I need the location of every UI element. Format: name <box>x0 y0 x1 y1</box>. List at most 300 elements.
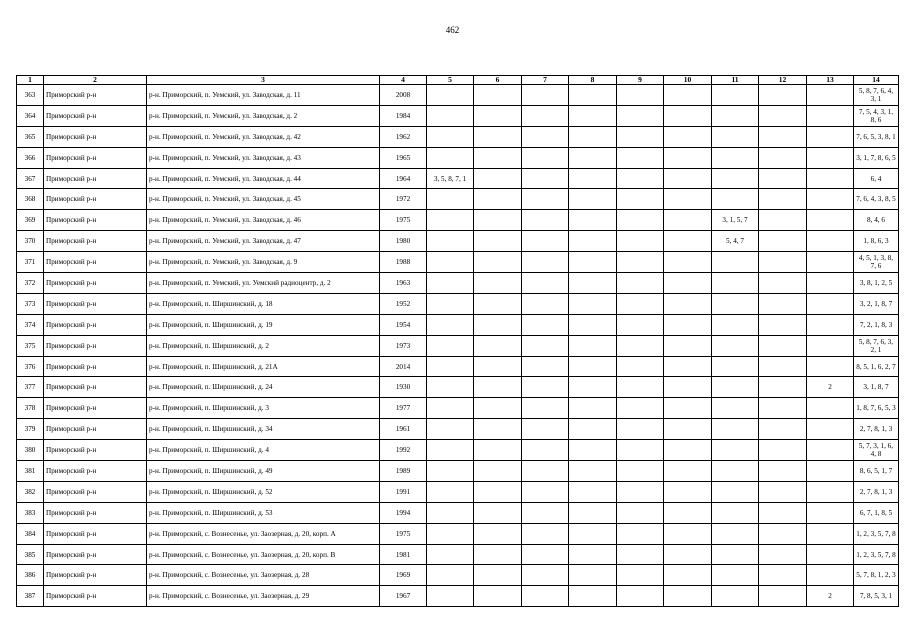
col10-cell <box>664 105 712 126</box>
col9-cell <box>617 481 664 502</box>
address-cell: р-н. Приморский, п. Ширшинский, д. 4 <box>147 440 380 461</box>
col13-cell <box>807 105 854 126</box>
table-row <box>17 273 899 294</box>
register-table <box>16 75 899 607</box>
col12-cell <box>759 481 807 502</box>
col9-cell <box>617 147 664 168</box>
table-row <box>17 523 899 544</box>
col10-cell <box>664 314 712 335</box>
col8-cell <box>569 481 617 502</box>
district-cell: Приморский р-н <box>44 105 147 126</box>
col12-cell <box>759 586 807 607</box>
district-cell: Приморский р-н <box>44 461 147 482</box>
col8-cell <box>569 523 617 544</box>
col7-cell <box>522 502 569 523</box>
col13-cell <box>807 189 854 210</box>
address-cell: р-н. Приморский, п. Ширшинский, д. 21А <box>147 356 380 377</box>
year-cell: 1954 <box>380 314 427 335</box>
col14-cell: 8, 4, 6 <box>854 210 899 231</box>
col12-cell <box>759 126 807 147</box>
col6-cell <box>474 565 522 586</box>
row-number: 365 <box>17 126 44 147</box>
col5-cell <box>427 85 474 106</box>
col9-cell <box>617 398 664 419</box>
col9-cell <box>617 356 664 377</box>
col5-cell <box>427 481 474 502</box>
col7-cell <box>522 252 569 273</box>
col13-cell <box>807 231 854 252</box>
address-cell: р-н. Приморский, п. Уемский, ул. Заводская, д. 42 <box>147 126 380 147</box>
col5-cell <box>427 523 474 544</box>
row-number: 367 <box>17 168 44 189</box>
col13-cell: 2 <box>807 586 854 607</box>
table-row <box>17 126 899 147</box>
year-cell: 1980 <box>380 231 427 252</box>
row-number: 380 <box>17 440 44 461</box>
col6-cell <box>474 210 522 231</box>
year-cell: 1964 <box>380 168 427 189</box>
col5-cell <box>427 356 474 377</box>
col6-cell <box>474 273 522 294</box>
col12-cell <box>759 398 807 419</box>
col10-cell <box>664 210 712 231</box>
col11-cell <box>712 168 759 189</box>
col14-cell: 8, 5, 1, 6, 2, 7 <box>854 356 899 377</box>
col6-cell <box>474 314 522 335</box>
col9-cell <box>617 314 664 335</box>
col7-cell <box>522 356 569 377</box>
col14-cell: 7, 8, 5, 3, 1 <box>854 586 899 607</box>
col6-cell <box>474 440 522 461</box>
col6-cell <box>474 544 522 565</box>
col14-cell: 6, 4 <box>854 168 899 189</box>
col13-cell <box>807 356 854 377</box>
row-number: 366 <box>17 147 44 168</box>
col13-cell <box>807 565 854 586</box>
col6-cell <box>474 377 522 398</box>
col11-cell <box>712 85 759 106</box>
col10-cell <box>664 502 712 523</box>
col12-cell <box>759 523 807 544</box>
table-row <box>17 544 899 565</box>
col5-cell <box>427 419 474 440</box>
table-row <box>17 565 899 586</box>
col7-cell <box>522 377 569 398</box>
col12-cell <box>759 85 807 106</box>
col13-cell <box>807 544 854 565</box>
col10-cell <box>664 85 712 106</box>
col14-cell: 1, 8, 7, 6, 5, 3 <box>854 398 899 419</box>
col9-cell <box>617 523 664 544</box>
col10-cell <box>664 481 712 502</box>
col14-cell: 8, 6, 5, 1, 7 <box>854 461 899 482</box>
col12-cell <box>759 419 807 440</box>
col5-cell <box>427 565 474 586</box>
col11-cell <box>712 252 759 273</box>
column-header-8: 8 <box>569 76 617 85</box>
col14-cell: 7, 5, 4, 3, 1, 8, 6 <box>854 105 899 126</box>
col11-cell <box>712 398 759 419</box>
district-cell: Приморский р-н <box>44 440 147 461</box>
column-header-5: 5 <box>427 76 474 85</box>
col5-cell <box>427 440 474 461</box>
row-number: 369 <box>17 210 44 231</box>
page-number: 462 <box>445 25 460 35</box>
col14-cell: 5, 8, 7, 6, 4, 3, 1 <box>854 85 899 106</box>
address-cell: р-н. Приморский, п. Уемский, ул. Заводская, д. 43 <box>147 147 380 168</box>
row-number: 363 <box>17 85 44 106</box>
col6-cell <box>474 419 522 440</box>
col7-cell <box>522 461 569 482</box>
col6-cell <box>474 231 522 252</box>
col11-cell <box>712 565 759 586</box>
column-header-11: 11 <box>712 76 759 85</box>
col8-cell <box>569 440 617 461</box>
col12-cell <box>759 461 807 482</box>
col10-cell <box>664 293 712 314</box>
col11-cell <box>712 126 759 147</box>
col10-cell <box>664 419 712 440</box>
table-row <box>17 147 899 168</box>
col6-cell <box>474 502 522 523</box>
column-header-10: 10 <box>664 76 712 85</box>
table-row <box>17 461 899 482</box>
col10-cell <box>664 168 712 189</box>
address-cell: р-н. Приморский, с. Вознесенье, ул. Заозерная, д. 20, корп. В <box>147 544 380 565</box>
col9-cell <box>617 85 664 106</box>
row-number: 371 <box>17 252 44 273</box>
col10-cell <box>664 523 712 544</box>
col5-cell <box>427 126 474 147</box>
year-cell: 1984 <box>380 105 427 126</box>
col14-cell: 5, 7, 3, 1, 6, 4, 8 <box>854 440 899 461</box>
district-cell: Приморский р-н <box>44 210 147 231</box>
row-number: 370 <box>17 231 44 252</box>
table-row <box>17 586 899 607</box>
col12-cell <box>759 273 807 294</box>
table-row <box>17 335 899 356</box>
table-row <box>17 419 899 440</box>
col13-cell <box>807 419 854 440</box>
row-number: 382 <box>17 481 44 502</box>
col9-cell <box>617 335 664 356</box>
col12-cell <box>759 252 807 273</box>
col8-cell <box>569 586 617 607</box>
col6-cell <box>474 85 522 106</box>
district-cell: Приморский р-н <box>44 335 147 356</box>
col11-cell <box>712 377 759 398</box>
district-cell: Приморский р-н <box>44 544 147 565</box>
col5-cell <box>427 314 474 335</box>
col11-cell <box>712 586 759 607</box>
district-cell: Приморский р-н <box>44 189 147 210</box>
col12-cell <box>759 377 807 398</box>
col13-cell <box>807 85 854 106</box>
year-cell: 1977 <box>380 398 427 419</box>
col10-cell <box>664 231 712 252</box>
address-cell: р-н. Приморский, п. Уемский, ул. Заводская, д. 44 <box>147 168 380 189</box>
table-row <box>17 377 899 398</box>
col6-cell <box>474 252 522 273</box>
col9-cell <box>617 231 664 252</box>
col8-cell <box>569 398 617 419</box>
district-cell: Приморский р-н <box>44 419 147 440</box>
district-cell: Приморский р-н <box>44 126 147 147</box>
district-cell: Приморский р-н <box>44 565 147 586</box>
col9-cell <box>617 168 664 189</box>
col8-cell <box>569 565 617 586</box>
year-cell: 1972 <box>380 189 427 210</box>
col9-cell <box>617 502 664 523</box>
col9-cell <box>617 293 664 314</box>
col8-cell <box>569 252 617 273</box>
col13-cell <box>807 502 854 523</box>
col6-cell <box>474 147 522 168</box>
table-row <box>17 481 899 502</box>
col9-cell <box>617 126 664 147</box>
year-cell: 1963 <box>380 273 427 294</box>
col14-cell: 6, 7, 1, 8, 5 <box>854 502 899 523</box>
col9-cell <box>617 377 664 398</box>
row-number: 374 <box>17 314 44 335</box>
address-cell: р-н. Приморский, п. Уемский, ул. Заводская, д. 45 <box>147 189 380 210</box>
col8-cell <box>569 502 617 523</box>
col13-cell: 2 <box>807 377 854 398</box>
col7-cell <box>522 210 569 231</box>
row-number: 377 <box>17 377 44 398</box>
col12-cell <box>759 147 807 168</box>
col7-cell <box>522 147 569 168</box>
address-cell: р-н. Приморский, п. Уемский, ул. Заводская, д. 9 <box>147 252 380 273</box>
district-cell: Приморский р-н <box>44 85 147 106</box>
row-number: 381 <box>17 461 44 482</box>
col5-cell <box>427 502 474 523</box>
col8-cell <box>569 147 617 168</box>
col11-cell <box>712 356 759 377</box>
col7-cell <box>522 481 569 502</box>
year-cell: 1969 <box>380 565 427 586</box>
address-cell: р-н. Приморский, п. Уемский, ул. Заводская, д. 2 <box>147 105 380 126</box>
col12-cell <box>759 335 807 356</box>
column-header-9: 9 <box>617 76 664 85</box>
col11-cell <box>712 335 759 356</box>
col5-cell <box>427 273 474 294</box>
col13-cell <box>807 293 854 314</box>
col5-cell <box>427 461 474 482</box>
year-cell: 1965 <box>380 147 427 168</box>
district-cell: Приморский р-н <box>44 147 147 168</box>
district-cell: Приморский р-н <box>44 273 147 294</box>
col11-cell <box>712 189 759 210</box>
col7-cell <box>522 85 569 106</box>
row-number: 383 <box>17 502 44 523</box>
col7-cell <box>522 523 569 544</box>
col9-cell <box>617 586 664 607</box>
col12-cell <box>759 314 807 335</box>
year-cell: 1988 <box>380 252 427 273</box>
table-row <box>17 398 899 419</box>
col13-cell <box>807 481 854 502</box>
col14-cell: 2, 7, 8, 1, 3 <box>854 481 899 502</box>
col14-cell: 7, 6, 5, 3, 8, 1 <box>854 126 899 147</box>
year-cell: 1962 <box>380 126 427 147</box>
year-cell: 1989 <box>380 461 427 482</box>
col7-cell <box>522 440 569 461</box>
col11-cell <box>712 419 759 440</box>
col10-cell <box>664 147 712 168</box>
col12-cell <box>759 105 807 126</box>
address-cell: р-н. Приморский, п. Ширшинский, д. 19 <box>147 314 380 335</box>
col7-cell <box>522 544 569 565</box>
col7-cell <box>522 565 569 586</box>
year-cell: 1973 <box>380 335 427 356</box>
table-row <box>17 231 899 252</box>
col14-cell: 3, 1, 7, 8, 6, 5 <box>854 147 899 168</box>
col10-cell <box>664 565 712 586</box>
col14-cell: 7, 6, 4, 3, 8, 5 <box>854 189 899 210</box>
col13-cell <box>807 461 854 482</box>
district-cell: Приморский р-н <box>44 481 147 502</box>
address-cell: р-н. Приморский, п. Ширшинский, д. 53 <box>147 502 380 523</box>
col7-cell <box>522 126 569 147</box>
col14-cell: 1, 2, 3, 5, 7, 8 <box>854 523 899 544</box>
col10-cell <box>664 273 712 294</box>
col8-cell <box>569 293 617 314</box>
col5-cell: 3, 5, 8, 7, 1 <box>427 168 474 189</box>
col8-cell <box>569 231 617 252</box>
col14-cell: 3, 8, 1, 2, 5 <box>854 273 899 294</box>
table-row <box>17 85 899 106</box>
col12-cell <box>759 293 807 314</box>
col12-cell <box>759 440 807 461</box>
col14-cell: 5, 8, 7, 6, 3, 2, 1 <box>854 335 899 356</box>
address-cell: р-н. Приморский, п. Ширшинский, д. 52 <box>147 481 380 502</box>
col11-cell <box>712 440 759 461</box>
col6-cell <box>474 126 522 147</box>
table-row <box>17 189 899 210</box>
col12-cell <box>759 356 807 377</box>
column-header-1: 1 <box>17 76 44 85</box>
col6-cell <box>474 105 522 126</box>
col9-cell <box>617 461 664 482</box>
col11-cell <box>712 147 759 168</box>
col8-cell <box>569 335 617 356</box>
col8-cell <box>569 314 617 335</box>
col14-cell: 4, 5, 1, 3, 8, 7, 6 <box>854 252 899 273</box>
address-cell: р-н. Приморский, с. Вознесенье, ул. Заозерная, д. 28 <box>147 565 380 586</box>
column-header-3: 3 <box>147 76 380 85</box>
col11-cell <box>712 461 759 482</box>
address-cell: р-н. Приморский, с. Вознесенье, ул. Заозерная, д. 20, корп. А <box>147 523 380 544</box>
col10-cell <box>664 461 712 482</box>
district-cell: Приморский р-н <box>44 586 147 607</box>
column-header-7: 7 <box>522 76 569 85</box>
year-cell: 1992 <box>380 440 427 461</box>
table-row <box>17 168 899 189</box>
table-row <box>17 105 899 126</box>
col7-cell <box>522 189 569 210</box>
year-cell: 1994 <box>380 502 427 523</box>
row-number: 384 <box>17 523 44 544</box>
col7-cell <box>522 231 569 252</box>
year-cell: 1930 <box>380 377 427 398</box>
col9-cell <box>617 565 664 586</box>
col11-cell <box>712 523 759 544</box>
col12-cell <box>759 210 807 231</box>
table-row <box>17 356 899 377</box>
district-cell: Приморский р-н <box>44 523 147 544</box>
col5-cell <box>427 147 474 168</box>
col9-cell <box>617 544 664 565</box>
col14-cell: 5, 7, 8, 1, 2, 3 <box>854 565 899 586</box>
col14-cell: 7, 2, 1, 8, 3 <box>854 314 899 335</box>
col7-cell <box>522 105 569 126</box>
address-cell: р-н. Приморский, с. Вознесенье, ул. Заозерная, д. 29 <box>147 586 380 607</box>
col13-cell <box>807 168 854 189</box>
table-body <box>17 85 899 607</box>
col8-cell <box>569 377 617 398</box>
col13-cell <box>807 314 854 335</box>
address-cell: р-н. Приморский, п. Ширшинский, д. 18 <box>147 293 380 314</box>
column-header-12: 12 <box>759 76 807 85</box>
col12-cell <box>759 231 807 252</box>
address-cell: р-н. Приморский, п. Ширшинский, д. 49 <box>147 461 380 482</box>
district-cell: Приморский р-н <box>44 502 147 523</box>
year-cell: 1991 <box>380 481 427 502</box>
col6-cell <box>474 168 522 189</box>
row-number: 364 <box>17 105 44 126</box>
col8-cell <box>569 189 617 210</box>
table-row <box>17 314 899 335</box>
col7-cell <box>522 398 569 419</box>
col5-cell <box>427 335 474 356</box>
row-number: 373 <box>17 293 44 314</box>
col5-cell <box>427 293 474 314</box>
col9-cell <box>617 189 664 210</box>
col8-cell <box>569 168 617 189</box>
col10-cell <box>664 126 712 147</box>
district-cell: Приморский р-н <box>44 356 147 377</box>
address-cell: р-н. Приморский, п. Уемский, ул. Уемский радиоцентр, д. 2 <box>147 273 380 294</box>
district-cell: Приморский р-н <box>44 231 147 252</box>
row-number: 379 <box>17 419 44 440</box>
col13-cell <box>807 440 854 461</box>
row-number: 376 <box>17 356 44 377</box>
col8-cell <box>569 419 617 440</box>
year-cell: 1967 <box>380 586 427 607</box>
table-row <box>17 440 899 461</box>
district-cell: Приморский р-н <box>44 398 147 419</box>
table-row <box>17 293 899 314</box>
col10-cell <box>664 586 712 607</box>
col6-cell <box>474 461 522 482</box>
col12-cell <box>759 565 807 586</box>
col13-cell <box>807 147 854 168</box>
table-row <box>17 502 899 523</box>
table-row <box>17 252 899 273</box>
col6-cell <box>474 586 522 607</box>
col5-cell <box>427 210 474 231</box>
col11-cell <box>712 293 759 314</box>
col5-cell <box>427 377 474 398</box>
address-cell: р-н. Приморский, п. Уемский, ул. Заводская, д. 46 <box>147 210 380 231</box>
col11-cell <box>712 544 759 565</box>
col6-cell <box>474 523 522 544</box>
row-number: 375 <box>17 335 44 356</box>
col8-cell <box>569 273 617 294</box>
col8-cell <box>569 461 617 482</box>
col13-cell <box>807 210 854 231</box>
